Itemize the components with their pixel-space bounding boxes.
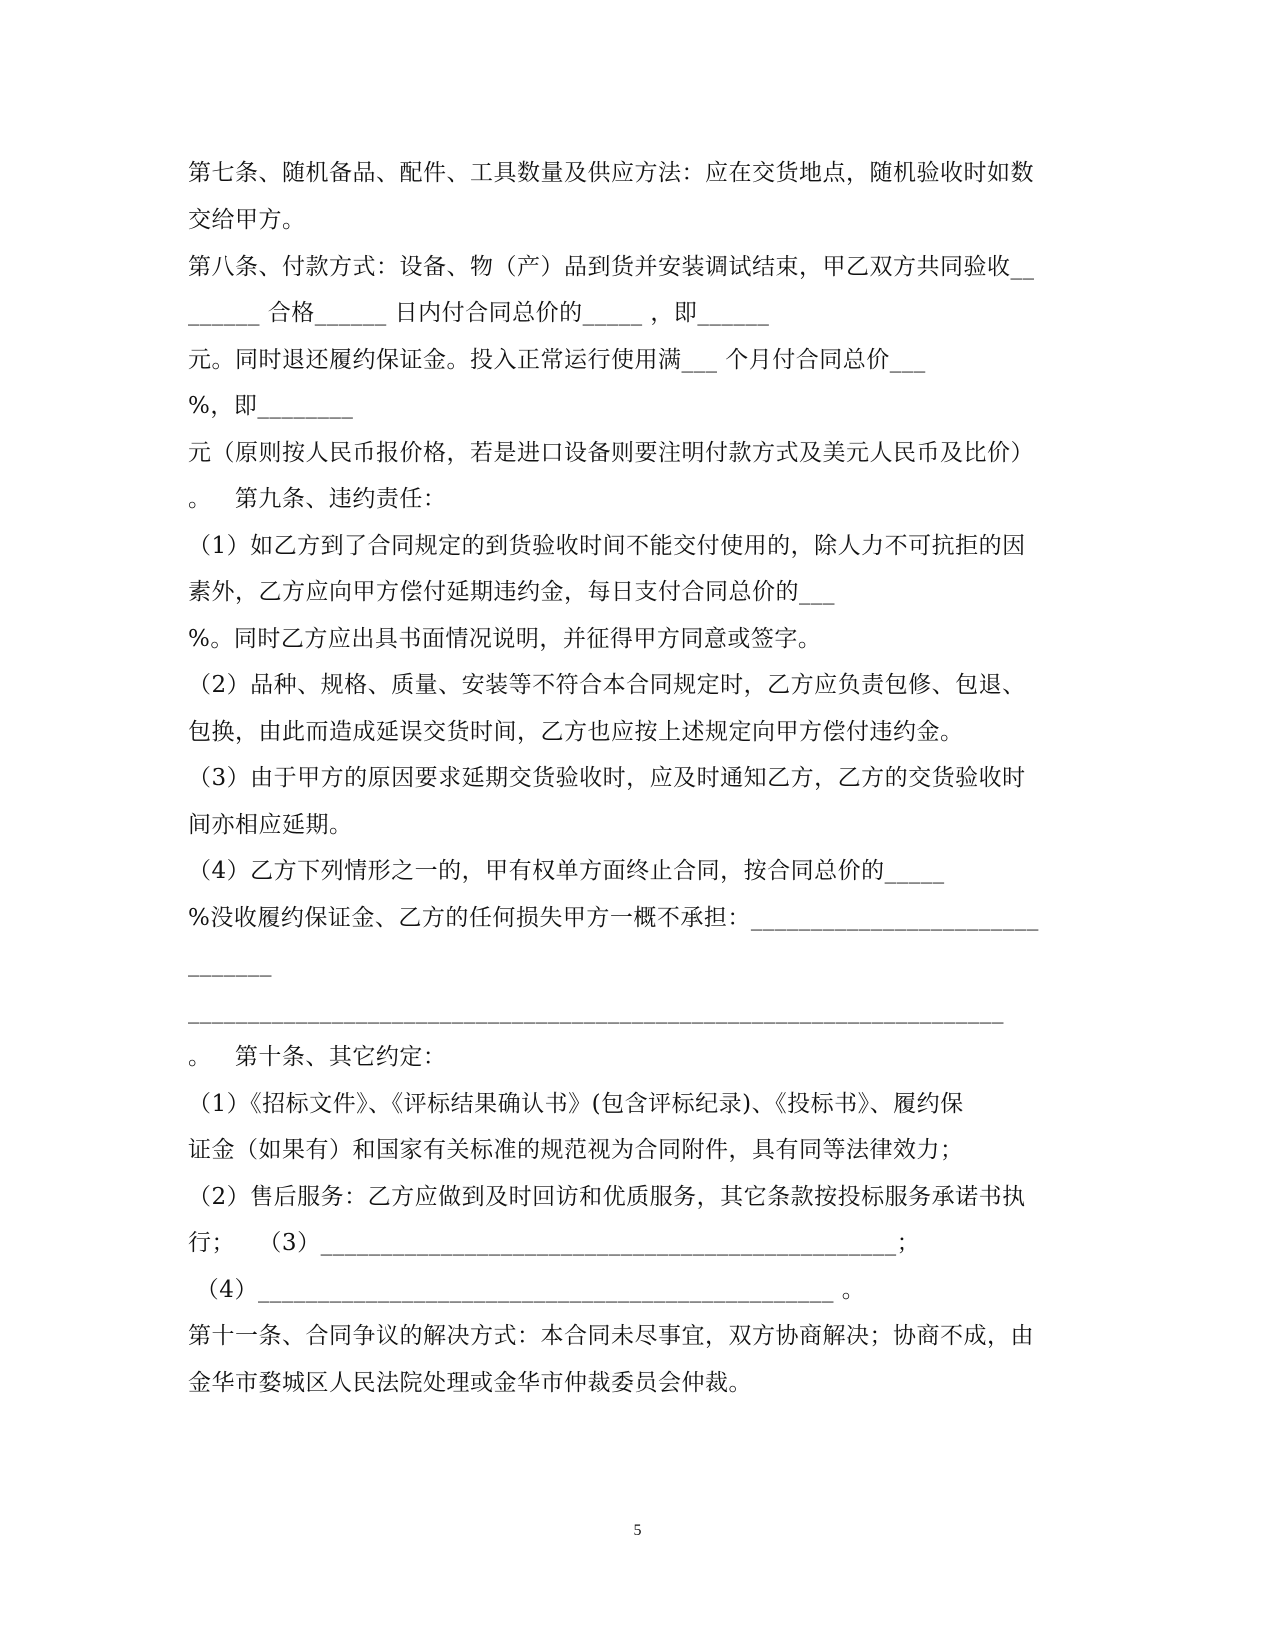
text-line: 金华市婺城区人民法院处理或金华市仲裁委员会仲裁。 (188, 1370, 752, 1396)
text-line: 交给甲方。 (188, 207, 306, 233)
text-line: （1）如乙方到了合同规定的到货验收时间不能交付使用的，除人力不可抗拒的因 (188, 533, 1026, 559)
text-line: （2）品种、规格、质量、安装等不符合本合同规定时，乙方应负责包修、包退、 (188, 672, 1026, 698)
text-line: %，即________ (188, 393, 354, 419)
text-line: 第十一条、合同争议的解决方式：本合同未尽事宜，双方协商解决；协商不成，由 (188, 1323, 1034, 1349)
text-line: 元。同时退还履约保证金。投入正常运行使用满___ 个月付合同总价___ (188, 347, 926, 373)
text-line: （4）乙方下列情形之一的，甲有权单方面终止合同，按合同总价的_____ (188, 858, 945, 884)
text-line: 素外，乙方应向甲方偿付延期违约金，每日支付合同总价的___ (188, 579, 835, 605)
text-line: （3）由于甲方的原因要求延期交货验收时，应及时通知乙方，乙方的交货验收时 (188, 765, 1026, 791)
text-line: _______ (188, 951, 272, 977)
text-line: 第八条、付款方式：设备、物（产）品到货并安装调试结束，甲乙双方共同验收__ (188, 254, 1035, 280)
text-line: ____________________________________________________________________ (188, 998, 1004, 1024)
text-line: 。 第十条、其它约定： (188, 1044, 447, 1070)
text-line: 行； （3）________________________________________________； (188, 1230, 921, 1256)
page-number: 5 (633, 1522, 642, 1539)
text-line: 元（原则按人民币报价格，若是进口设备则要注明付款方式及美元人民币及比价） (188, 440, 1034, 466)
text-line: （2）售后服务：乙方应做到及时回访和优质服务，其它条款按投标服务承诺书执 (188, 1184, 1026, 1210)
text-line: %没收履约保证金、乙方的任何损失甲方一概不承担：________________________ (188, 905, 1039, 931)
text-line: %。同时乙方应出具书面情况说明，并征得甲方同意或签字。 (188, 626, 822, 652)
text-line: 间亦相应延期。 (188, 812, 353, 838)
text-line: 第七条、随机备品、配件、工具数量及供应方法：应在交货地点，随机验收时如数 (188, 160, 1034, 186)
text-line: （1）《招标文件》、《评标结果确认书》(包含评标纪录)、《投标书》、履约保 (188, 1091, 964, 1117)
text-line: ______ 合格______ 日内付合同总价的_____ ，即______ (188, 300, 770, 326)
text-line: （4）________________________________________________ 。 (188, 1277, 866, 1303)
text-line: 包换，由此而造成延误交货时间，乙方也应按上述规定向甲方偿付违约金。 (188, 719, 964, 745)
text-line: 。 第九条、违约责任： (188, 486, 447, 512)
text-line: 证金（如果有）和国家有关标准的规范视为合同附件，具有同等法律效力； (188, 1137, 964, 1163)
